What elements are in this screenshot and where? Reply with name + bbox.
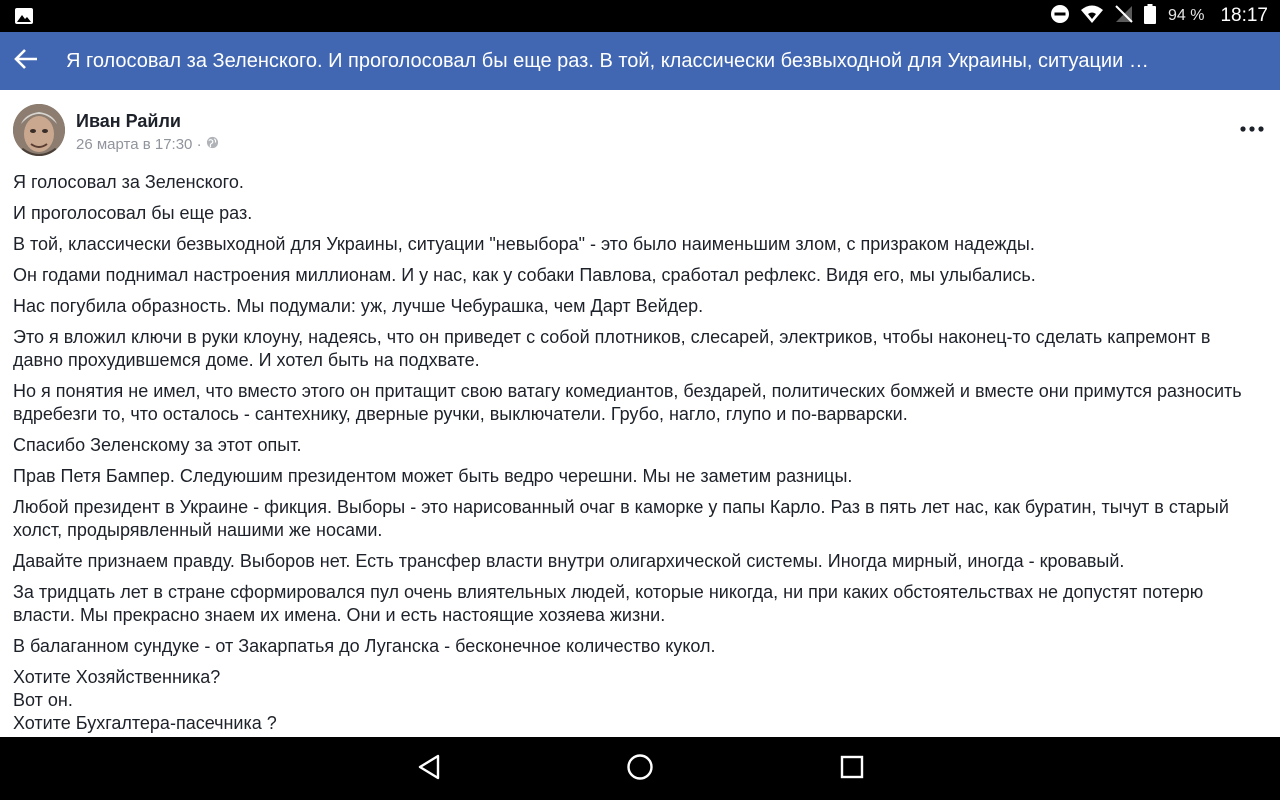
- more-icon: [1240, 119, 1264, 137]
- wifi-icon: [1080, 4, 1104, 29]
- page-title: Я голосовал за Зеленского. И проголосовал бы еще раз. В той, классически безвыходной для Украины, ситуации …: [66, 50, 1149, 72]
- post-paragraph: Это я вложил ключи в руки клоуну, надеясь, что он приведет с собой плотников, слесарей, электриков, чтобы наконец-то сделать капремонт в давно прохудившемся доме. И хотел быть на подхвате.: [13, 327, 1211, 370]
- avatar[interactable]: [13, 104, 65, 156]
- post-paragraph: Давайте признаем правду. Выборов нет. Есть трансфер власти внутри олигархической системы. Иногда мирный, иногда - кровавый.: [13, 551, 1125, 571]
- nav-recents-icon: [839, 754, 865, 785]
- post-paragraph: Хотите Бухгалтера-пасечника ?: [13, 713, 277, 733]
- app-bar: [0, 32, 1280, 90]
- globe-icon: [206, 136, 219, 153]
- post-body: [13, 171, 1263, 735]
- navigation-bar: [0, 737, 1280, 800]
- post-meta: [76, 136, 219, 153]
- post-paragraph: В балаганном сундуке - от Закарпатья до Луганска - бесконечное количество кукол.: [13, 636, 716, 656]
- post-timestamp[interactable]: 26 марта в 17:30 ·: [76, 136, 202, 153]
- post-paragraph: И проголосовал бы еще раз.: [13, 203, 253, 223]
- post-paragraph: Спасибо Зеленскому за этот опыт.: [13, 435, 302, 455]
- status-bar: [0, 0, 1280, 32]
- post-paragraph: Прав Петя Бампер. Следуюшим президентом может быть ведро черешни. Мы не заметим разницы.: [13, 466, 853, 486]
- back-button[interactable]: [10, 45, 42, 77]
- post-header: [0, 90, 1280, 166]
- image-icon: [14, 7, 34, 30]
- battery-icon: [1144, 4, 1156, 29]
- no-signal-icon: [1114, 4, 1134, 29]
- clock: 18:17: [1220, 5, 1268, 26]
- nav-recents-button[interactable]: [834, 751, 870, 787]
- post-paragraph: Нас погубила образность. Мы подумали: уж, лучше Чебурашка, чем Дарт Вейдер.: [13, 296, 704, 316]
- post-paragraph: Но я понятия не имел, что вместо этого он притащит свою ватагу комедиантов, бездарей, политических бомжей и вместе они примутся разносить вдребезги то, что осталось - сантехнику, дверные ручки, выключатели. Грубо, нагло, глупо и по-варварски.: [13, 381, 1242, 424]
- status-icons: [1050, 0, 1268, 32]
- nav-back-icon: [416, 753, 442, 786]
- post-paragraph: Он годами поднимал настроения миллионам. И у нас, как у собаки Павлова, сработал рефлекс. Видя его, мы улыбались.: [13, 265, 1036, 285]
- more-options-button[interactable]: [1236, 116, 1268, 140]
- post-paragraph: Вот он.: [13, 690, 73, 710]
- post-paragraph: Я голосовал за Зеленского.: [13, 172, 244, 192]
- battery-percent: 94 %: [1167, 7, 1205, 24]
- post-paragraph: Любой президент в Украине - фикция. Выборы - это нарисованный очаг в каморке у папы Карло. Раз в пять лет нас, как буратин, тычут в старый холст, продырявленный нашими же носами.: [13, 497, 1229, 540]
- post-paragraph: За тридцать лет в стране сформировался пул очень влиятельных людей, которые никогда, ни при каких обстоятельствах не допустят потерю власти. Мы прекрасно знаем их имена. Они и есть настоящие хозяева жизни.: [13, 582, 1204, 625]
- post-author[interactable]: Иван Райли: [76, 111, 181, 131]
- back-arrow-icon: [13, 47, 39, 76]
- dnd-icon: [1050, 4, 1070, 29]
- post-paragraph: В той, классически безвыходной для Украины, ситуации "невыбора" - это было наименьшим злом, с призраком надежды.: [13, 234, 1035, 254]
- post-paragraph: Хотите Хозяйственника?: [13, 667, 221, 687]
- nav-back-button[interactable]: [411, 751, 447, 787]
- nav-home-button[interactable]: [622, 751, 658, 787]
- nav-home-icon: [626, 753, 654, 786]
